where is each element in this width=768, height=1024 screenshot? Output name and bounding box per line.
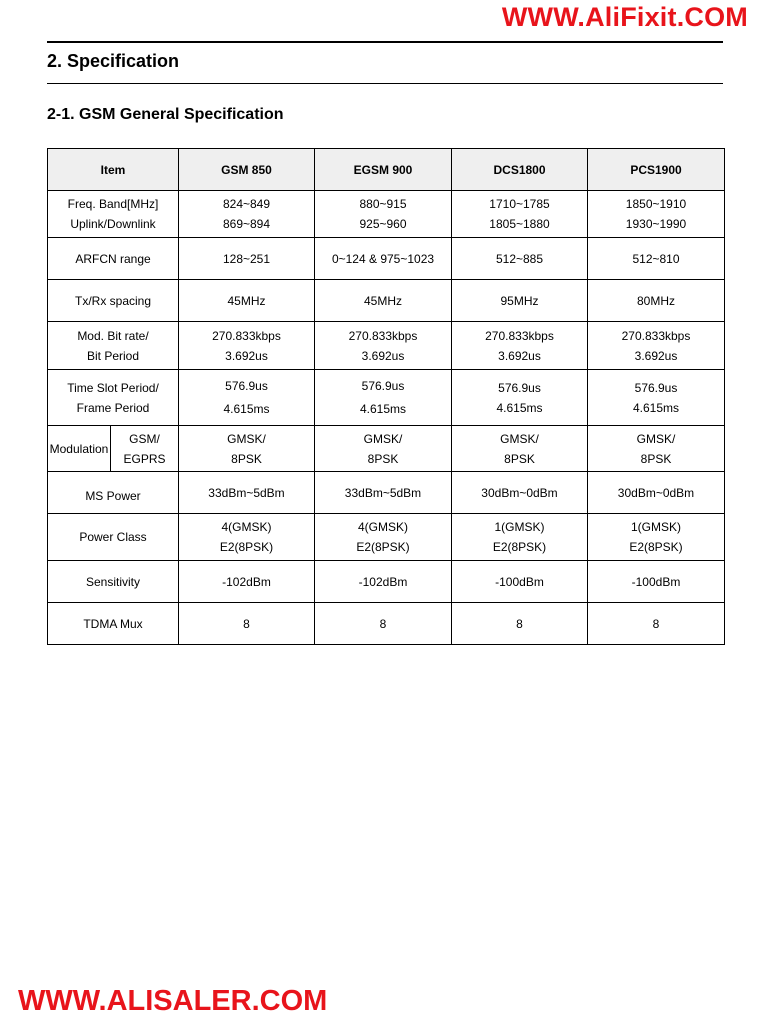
table-cell: 576.9us 4.615ms: [452, 370, 588, 426]
row-label: Mod. Bit rate/ Bit Period: [48, 322, 179, 370]
table-cell: 1710~1785 1805~1880: [452, 191, 588, 238]
table-row: [48, 370, 725, 426]
table-cell: 1850~1910 1930~1990: [588, 191, 725, 238]
table-cell: 8: [588, 603, 725, 645]
row-label: MS Power: [48, 472, 179, 514]
table-cell: 4(GMSK) E2(8PSK): [315, 514, 452, 561]
row-label: Sensitivity: [48, 561, 179, 603]
table-row: [48, 603, 725, 645]
table-row: [48, 514, 725, 561]
row-label: Time Slot Period/ Frame Period: [48, 370, 179, 426]
table-cell: 30dBm~0dBm: [452, 472, 588, 514]
row-label: Modulation: [48, 426, 111, 472]
table-row: [48, 561, 725, 603]
table-cell: 880~915 925~960: [315, 191, 452, 238]
row-sublabel: GSM/ EGPRS: [111, 426, 179, 472]
table-cell: -102dBm: [315, 561, 452, 603]
gsm-spec-table: [47, 148, 725, 645]
table-cell: 1(GMSK) E2(8PSK): [452, 514, 588, 561]
table-cell: 8: [452, 603, 588, 645]
table-cell: GMSK/ 8PSK: [588, 426, 725, 472]
table-cell: 270.833kbps 3.692us: [179, 322, 315, 370]
table-row: [48, 238, 725, 280]
subsection-title: 2-1. GSM General Specification: [47, 106, 284, 123]
table-cell: 45MHz: [179, 280, 315, 322]
table-cell: 270.833kbps 3.692us: [315, 322, 452, 370]
table-cell: 45MHz: [315, 280, 452, 322]
table-cell: 8: [315, 603, 452, 645]
header-cell-pcs1900: PCS1900: [588, 149, 725, 191]
table-cell: 576.9us 4.615ms: [315, 370, 452, 426]
table-cell: 576.9us 4.615ms: [588, 370, 725, 426]
header-rule-top: [47, 41, 723, 43]
table-cell: 128~251: [179, 238, 315, 280]
table-cell: 95MHz: [452, 280, 588, 322]
table-cell: 1(GMSK) E2(8PSK): [588, 514, 725, 561]
table-header-row: [48, 149, 725, 191]
table-row: [48, 322, 725, 370]
table-row: [48, 191, 725, 238]
table-row: [48, 426, 725, 472]
table-cell: 8: [179, 603, 315, 645]
header-cell-dcs1800: DCS1800: [452, 149, 588, 191]
table-cell: 824~849 869~894: [179, 191, 315, 238]
table-cell: 270.833kbps 3.692us: [452, 322, 588, 370]
table-cell: 512~810: [588, 238, 725, 280]
table-cell: 270.833kbps 3.692us: [588, 322, 725, 370]
header-cell-item: Item: [48, 149, 179, 191]
row-label: ARFCN range: [48, 238, 179, 280]
table-cell: GMSK/ 8PSK: [179, 426, 315, 472]
row-label: Freq. Band[MHz] Uplink/Downlink: [48, 191, 179, 238]
table-cell: 80MHz: [588, 280, 725, 322]
table-row: [48, 472, 725, 514]
row-label: Tx/Rx spacing: [48, 280, 179, 322]
table-cell: 4(GMSK) E2(8PSK): [179, 514, 315, 561]
header-cell-gsm850: GSM 850: [179, 149, 315, 191]
header-rule-bottom: [47, 83, 723, 84]
row-label: TDMA Mux: [48, 603, 179, 645]
table-cell: GMSK/ 8PSK: [315, 426, 452, 472]
watermark-top: WWW.AliFixit.COM: [501, 2, 748, 32]
table-cell: -102dBm: [179, 561, 315, 603]
table-cell: 30dBm~0dBm: [588, 472, 725, 514]
row-label: Power Class: [48, 514, 179, 561]
table-cell: 512~885: [452, 238, 588, 280]
table-row: [48, 280, 725, 322]
table-cell: -100dBm: [452, 561, 588, 603]
table-cell: 33dBm~5dBm: [315, 472, 452, 514]
watermark-bottom: WWW.ALISALER.COM: [18, 985, 328, 1017]
section-title: 2. Specification: [47, 51, 180, 71]
table-cell: 33dBm~5dBm: [179, 472, 315, 514]
header-cell-egsm900: EGSM 900: [315, 149, 452, 191]
table-cell: 0~124 & 975~1023: [315, 238, 452, 280]
table-cell: 576.9us 4.615ms: [179, 370, 315, 426]
table-cell: GMSK/ 8PSK: [452, 426, 588, 472]
table-cell: -100dBm: [588, 561, 725, 603]
